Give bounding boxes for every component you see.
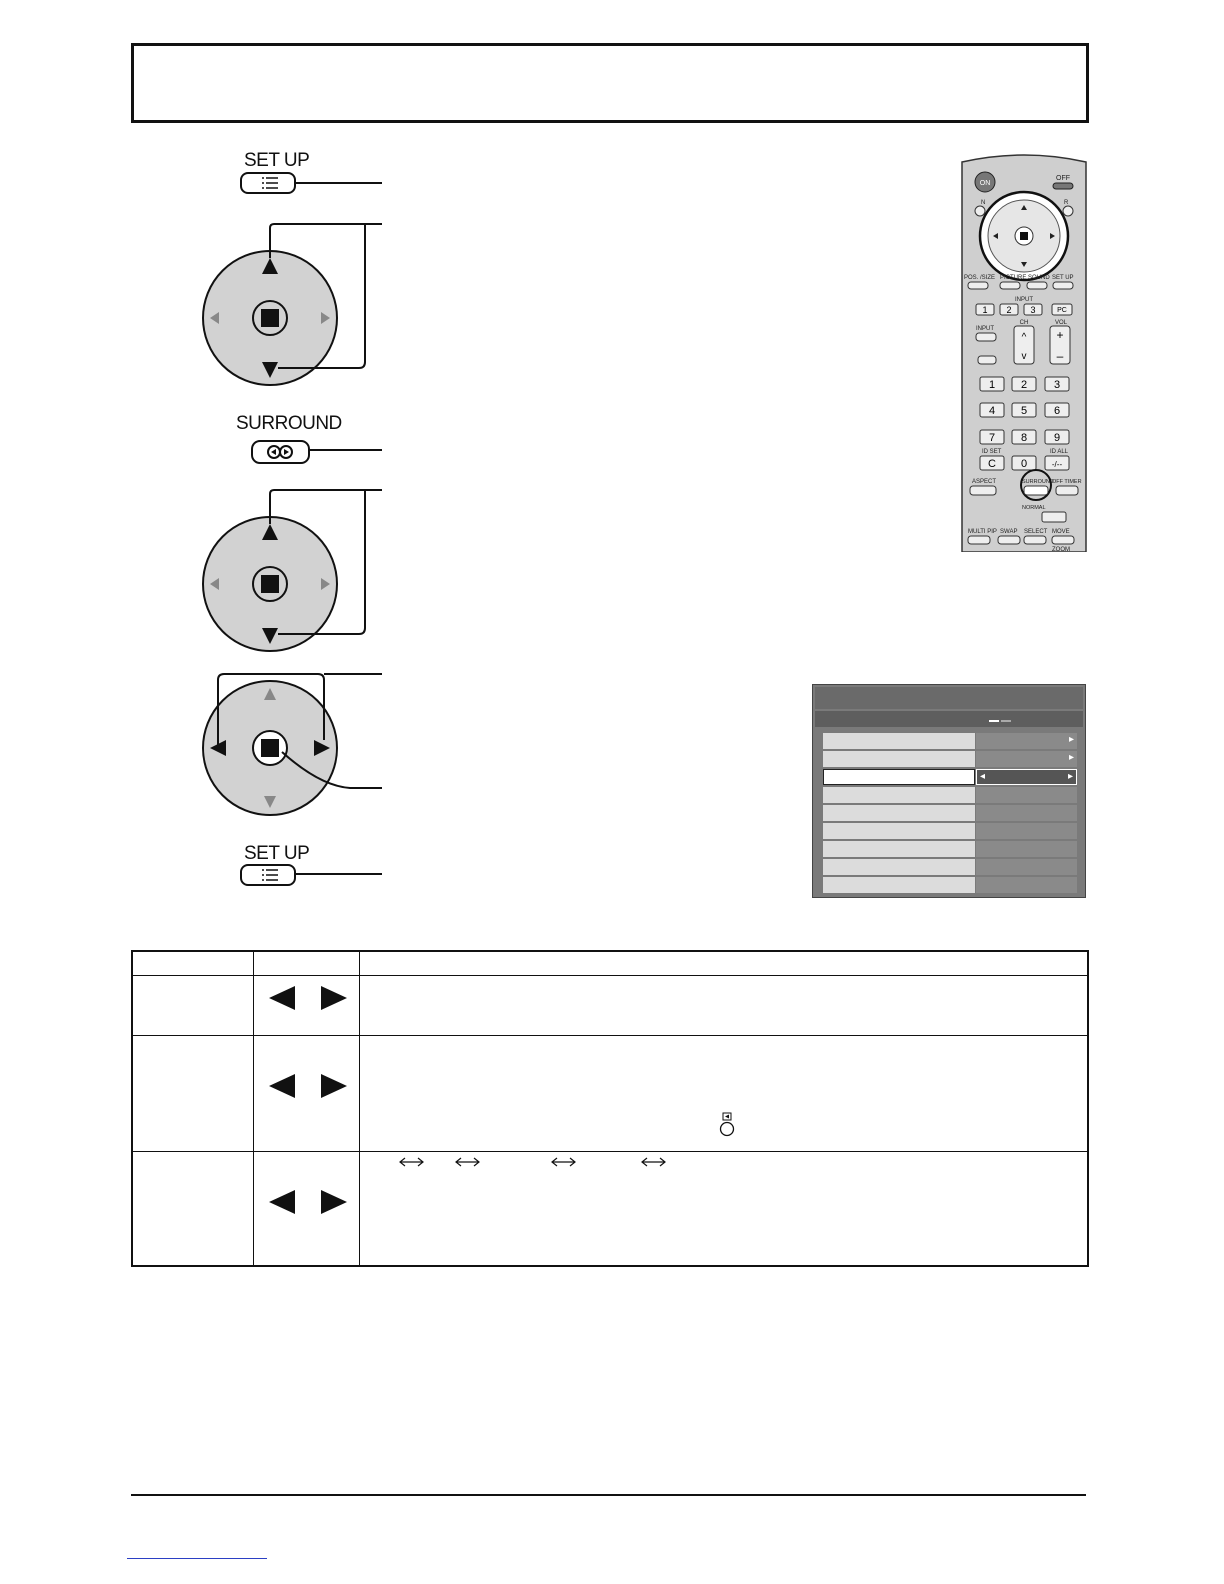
table-column-divider	[359, 952, 360, 1265]
remote-input-group-label: INPUT	[1015, 297, 1033, 303]
osd-row: ▸	[823, 733, 1077, 749]
remote-control-illustration	[960, 152, 1088, 552]
setup-button-caption-2: SET UP	[244, 843, 310, 864]
menu-icon	[242, 174, 294, 192]
svg-text:^: ^	[1021, 332, 1027, 343]
osd-row	[823, 877, 1077, 893]
menu-icon	[242, 866, 294, 884]
svg-text:SWAP: SWAP	[1000, 529, 1018, 535]
svg-text:–: –	[1056, 349, 1064, 363]
footer-rule	[131, 1494, 1086, 1496]
remote-input2: 2	[1006, 305, 1012, 315]
settings-table	[131, 950, 1089, 1267]
svg-text:ID SET: ID SET	[982, 449, 1002, 455]
table-row-divider	[133, 1035, 1087, 1036]
svg-text:4: 4	[988, 405, 996, 417]
leader-line	[310, 449, 382, 451]
leader-line	[296, 873, 382, 875]
enter-icon	[261, 309, 279, 327]
input-button-icon	[719, 1112, 737, 1138]
svg-text:NORMAL: NORMAL	[1022, 505, 1046, 511]
svg-text:ASPECT: ASPECT	[972, 479, 997, 485]
svg-text:v: v	[1021, 351, 1027, 362]
section-title-box	[131, 43, 1089, 123]
osd-row	[823, 823, 1077, 839]
remote-pc: PC	[1057, 307, 1067, 314]
left-arrow-icon	[269, 1190, 295, 1214]
svg-text:5: 5	[1020, 405, 1028, 417]
svg-text:1: 1	[988, 379, 996, 391]
osd-title-bar	[815, 687, 1083, 709]
table-header-divider	[133, 975, 1087, 976]
remote-input-label: INPUT	[976, 326, 994, 332]
svg-text:8: 8	[1020, 432, 1028, 444]
svg-text:9: 9	[1053, 432, 1061, 444]
remote-picture-label: PICTURE	[1000, 275, 1027, 281]
svg-text:C: C	[988, 458, 996, 470]
osd-row-selected: ◂ ▸	[823, 769, 1077, 785]
remote-input3: 3	[1030, 305, 1036, 315]
remote-setup-label: SET UP	[1052, 275, 1074, 281]
osd-row: ▸	[823, 751, 1077, 767]
surround-button-caption: SURROUND	[236, 413, 342, 434]
right-arrow-icon	[321, 986, 347, 1010]
cycle-arrows	[397, 1155, 717, 1169]
remote-on-label: ON	[979, 180, 991, 187]
surround-icon	[253, 442, 308, 462]
setup-button[interactable]	[240, 172, 296, 194]
right-arrow-icon	[321, 1074, 347, 1098]
right-arrow-icon	[321, 1190, 347, 1214]
remote-n-label: N	[981, 200, 986, 206]
svg-text:ZOOM: ZOOM	[1052, 547, 1070, 552]
svg-text:-/--: -/--	[1051, 460, 1063, 469]
left-arrow-icon	[269, 986, 295, 1010]
remote-off-label: OFF	[1056, 175, 1070, 182]
svg-text:ID ALL: ID ALL	[1050, 449, 1069, 455]
footer-link-underline[interactable]	[127, 1558, 267, 1559]
osd-row	[823, 841, 1077, 857]
remote-pos-size-label: POS. /SIZE	[964, 275, 996, 281]
svg-text:MULTI PIP: MULTI PIP	[968, 529, 997, 535]
svg-text:SELECT: SELECT	[1024, 529, 1048, 535]
enter-icon	[261, 739, 279, 757]
remote-sound-label: SOUND	[1028, 275, 1050, 281]
setup-button-2[interactable]	[240, 864, 296, 886]
osd-row	[823, 859, 1077, 875]
remote-vol-label: VOL	[1054, 320, 1068, 326]
table-row	[269, 1074, 347, 1098]
table-row-divider	[133, 1151, 1087, 1152]
direction-pad-up-down[interactable]	[200, 220, 390, 390]
remote-surround-label: SURROUND	[1022, 479, 1054, 485]
table-row	[269, 986, 347, 1010]
direction-pad-left-right[interactable]	[200, 670, 390, 840]
left-arrow-icon	[269, 1074, 295, 1098]
svg-text:2: 2	[1020, 379, 1028, 391]
leader-line	[296, 182, 382, 184]
svg-text:OFF TIMER: OFF TIMER	[1052, 479, 1082, 485]
setup-button-caption: SET UP	[244, 150, 310, 171]
svg-text:6: 6	[1053, 405, 1061, 417]
remote-r-label: R	[1064, 200, 1069, 206]
direction-pad-up-down-2[interactable]	[200, 486, 390, 656]
svg-text:3: 3	[1053, 379, 1061, 391]
osd-page-bar	[815, 711, 1083, 727]
svg-text:7: 7	[988, 432, 996, 444]
svg-text:MOVE: MOVE	[1052, 529, 1070, 535]
surround-button[interactable]	[251, 440, 310, 464]
svg-text:+: +	[1056, 328, 1064, 342]
remote-ch-label: CH	[1019, 320, 1029, 326]
table-column-divider	[253, 952, 254, 1265]
osd-row	[823, 787, 1077, 803]
remote-input1: 1	[982, 305, 988, 315]
svg-text:0: 0	[1020, 458, 1028, 470]
osd-row	[823, 805, 1077, 821]
table-row	[269, 1190, 347, 1214]
enter-icon	[261, 575, 279, 593]
on-screen-menu-illustration	[812, 684, 1086, 898]
